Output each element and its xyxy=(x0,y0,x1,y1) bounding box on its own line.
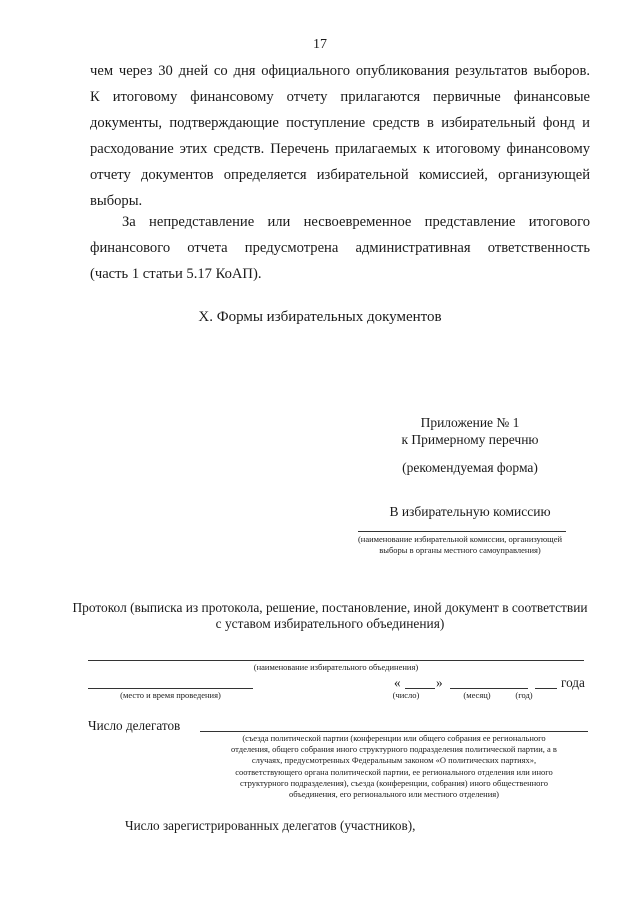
place-time-field-line[interactable] xyxy=(88,688,253,689)
year-caption: (год) xyxy=(515,690,533,700)
paragraph-line: финансового отчета предусмотрена административная ответственность xyxy=(90,240,590,256)
section-title: X. Формы избирательных документов xyxy=(198,309,442,325)
protocol-title xyxy=(60,600,600,632)
protocol-title-line: Протокол (выписка из протокола, решение, постановление, иной документ в соответствии xyxy=(72,600,588,615)
paragraph-line: чем через 30 дней со дня официального опубликования результатов выборов. xyxy=(90,63,590,79)
delegates-caption xyxy=(198,733,590,800)
form-type-note: (рекомендуемая форма) xyxy=(402,460,538,475)
paragraph-line: отчету документов определяется избирательной комиссией, организующей xyxy=(90,167,590,183)
appendix-reference: к Примерному перечню xyxy=(401,432,539,447)
recipient-field-line[interactable] xyxy=(358,531,566,532)
caption-line: выборы в органы местного самоуправления) xyxy=(379,545,541,555)
paragraph-liability xyxy=(90,209,590,287)
organization-caption: (наименование избирательного объединения) xyxy=(253,662,419,672)
paragraph-line: расходование этих средств. Перечень прилагаемых к итоговому финансовому xyxy=(90,141,590,157)
caption-line: случаях, предусмотренных Федеральным законом «О политических партиях», xyxy=(251,755,537,766)
year-field-line[interactable] xyxy=(535,688,557,689)
recipient-caption xyxy=(330,534,590,556)
month-caption: (месяц) xyxy=(463,690,491,700)
place-time-caption: (место и время проведения) xyxy=(120,690,221,700)
date-open-quote: « xyxy=(394,675,401,690)
paragraph-line: За непредставление или несвоевременное представление итогового xyxy=(122,214,590,230)
caption-line: отделения, общего собрания иного структурного подразделения политической партии, а в xyxy=(231,744,557,755)
organization-field-line[interactable] xyxy=(88,660,584,661)
paragraph-line: К итоговому финансовому отчету прилагаются первичные финансовые xyxy=(90,89,590,105)
recipient-label: В избирательную комиссию xyxy=(389,504,551,519)
caption-line: объединения, его регионального или местного отделения) xyxy=(288,789,500,800)
delegates-label: Число делегатов xyxy=(88,718,181,733)
caption-line: структурного подразделения), съезда (конференции, собрания) иного общественного xyxy=(240,777,548,788)
day-field-line[interactable] xyxy=(405,688,435,689)
appendix-heading xyxy=(360,414,580,448)
protocol-title-line: с уставом избирательного объединения) xyxy=(215,616,445,631)
paragraph-financial-report xyxy=(90,58,590,214)
caption-line: (наименование избирательной комиссии, организующей xyxy=(357,534,563,544)
date-close-quote: » xyxy=(436,675,443,690)
caption-line: соответствующего органа политической партии, ее регионального отделения или иного xyxy=(235,766,553,777)
paragraph-line: документы, подтверждающие поступление средств в избирательный фонд и xyxy=(90,115,590,131)
delegates-field-line[interactable] xyxy=(200,731,588,732)
paragraph-line: выборы. xyxy=(90,193,143,209)
page-number: 17 xyxy=(313,37,327,52)
registered-delegates-label: Число зарегистрированных делегатов (участников), xyxy=(125,818,416,833)
year-word: года xyxy=(561,675,585,690)
day-caption: (число) xyxy=(392,690,420,700)
month-field-line[interactable] xyxy=(450,688,528,689)
caption-line: (съезда политической партии (конференции или общего собрания ее регионального xyxy=(242,733,546,743)
paragraph-line: (часть 1 статьи 5.17 КоАП). xyxy=(90,266,262,282)
appendix-number: Приложение № 1 xyxy=(420,415,520,430)
